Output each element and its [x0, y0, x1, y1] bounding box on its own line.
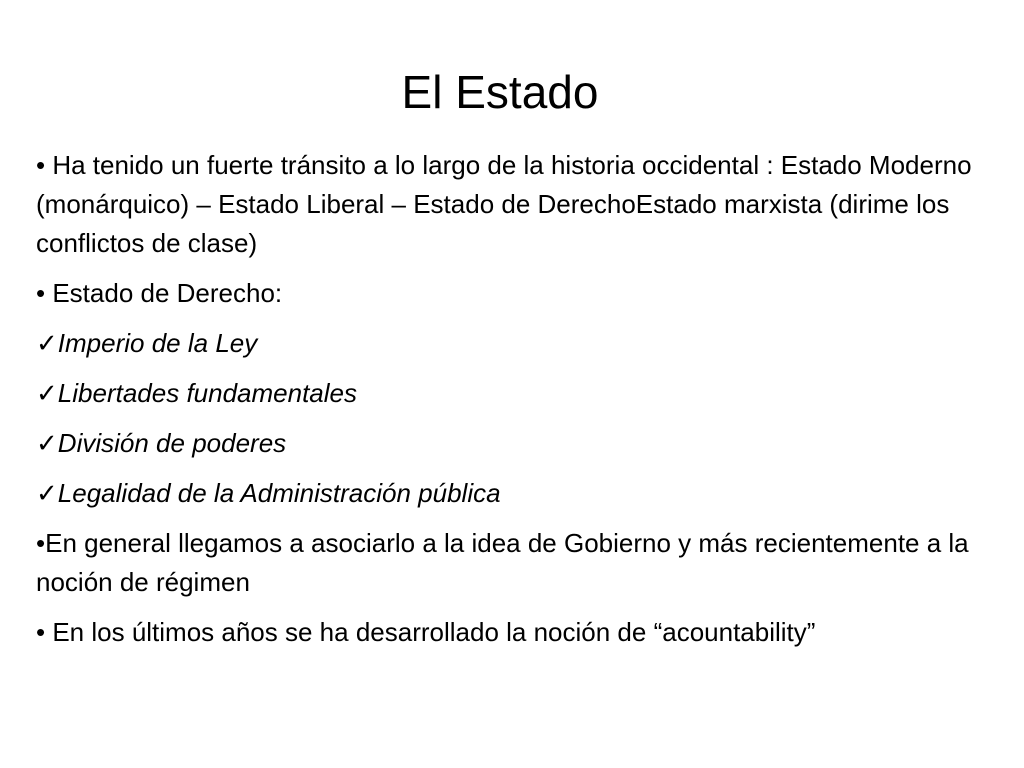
item-text: Legalidad de la Administración pública [57, 478, 501, 508]
list-item [36, 524, 976, 602]
checkmark-icon: ✓ [36, 378, 58, 408]
list-item [36, 374, 976, 413]
bullet-icon: • [36, 617, 53, 647]
bullet-icon: • [36, 278, 53, 308]
item-text: División de poderes [57, 428, 287, 458]
item-text: Libertades fundamentales [57, 378, 357, 408]
list-item [36, 613, 976, 652]
item-text: En los últimos años se ha desarrollado la noción de “acountability” [52, 617, 816, 647]
checkmark-icon: ✓ [36, 428, 58, 458]
checkmark-icon: ✓ [36, 478, 58, 508]
list-item [36, 274, 976, 313]
slide-title: El Estado [401, 66, 599, 118]
list-item [36, 424, 976, 463]
bullet-icon: • [36, 528, 46, 558]
item-text: Ha tenido un fuerte tránsito a lo largo de la historia occidental : Estado Moderno (monárquico) – Estado Liberal – Estado de DerechoEstado marxista (dirime los conflictos de clase) [36, 150, 972, 258]
item-text: Estado de Derecho: [52, 278, 283, 308]
list-item [36, 324, 976, 363]
list-item [36, 146, 976, 263]
checkmark-icon: ✓ [36, 328, 58, 358]
list-item [36, 474, 976, 513]
slide-body [36, 146, 976, 663]
item-text: En general llegamos a asociarlo a la idea de Gobierno y más recientemente a la noción de régimen [36, 528, 969, 597]
bullet-icon: • [36, 150, 53, 180]
item-text: Imperio de la Ley [57, 328, 258, 358]
